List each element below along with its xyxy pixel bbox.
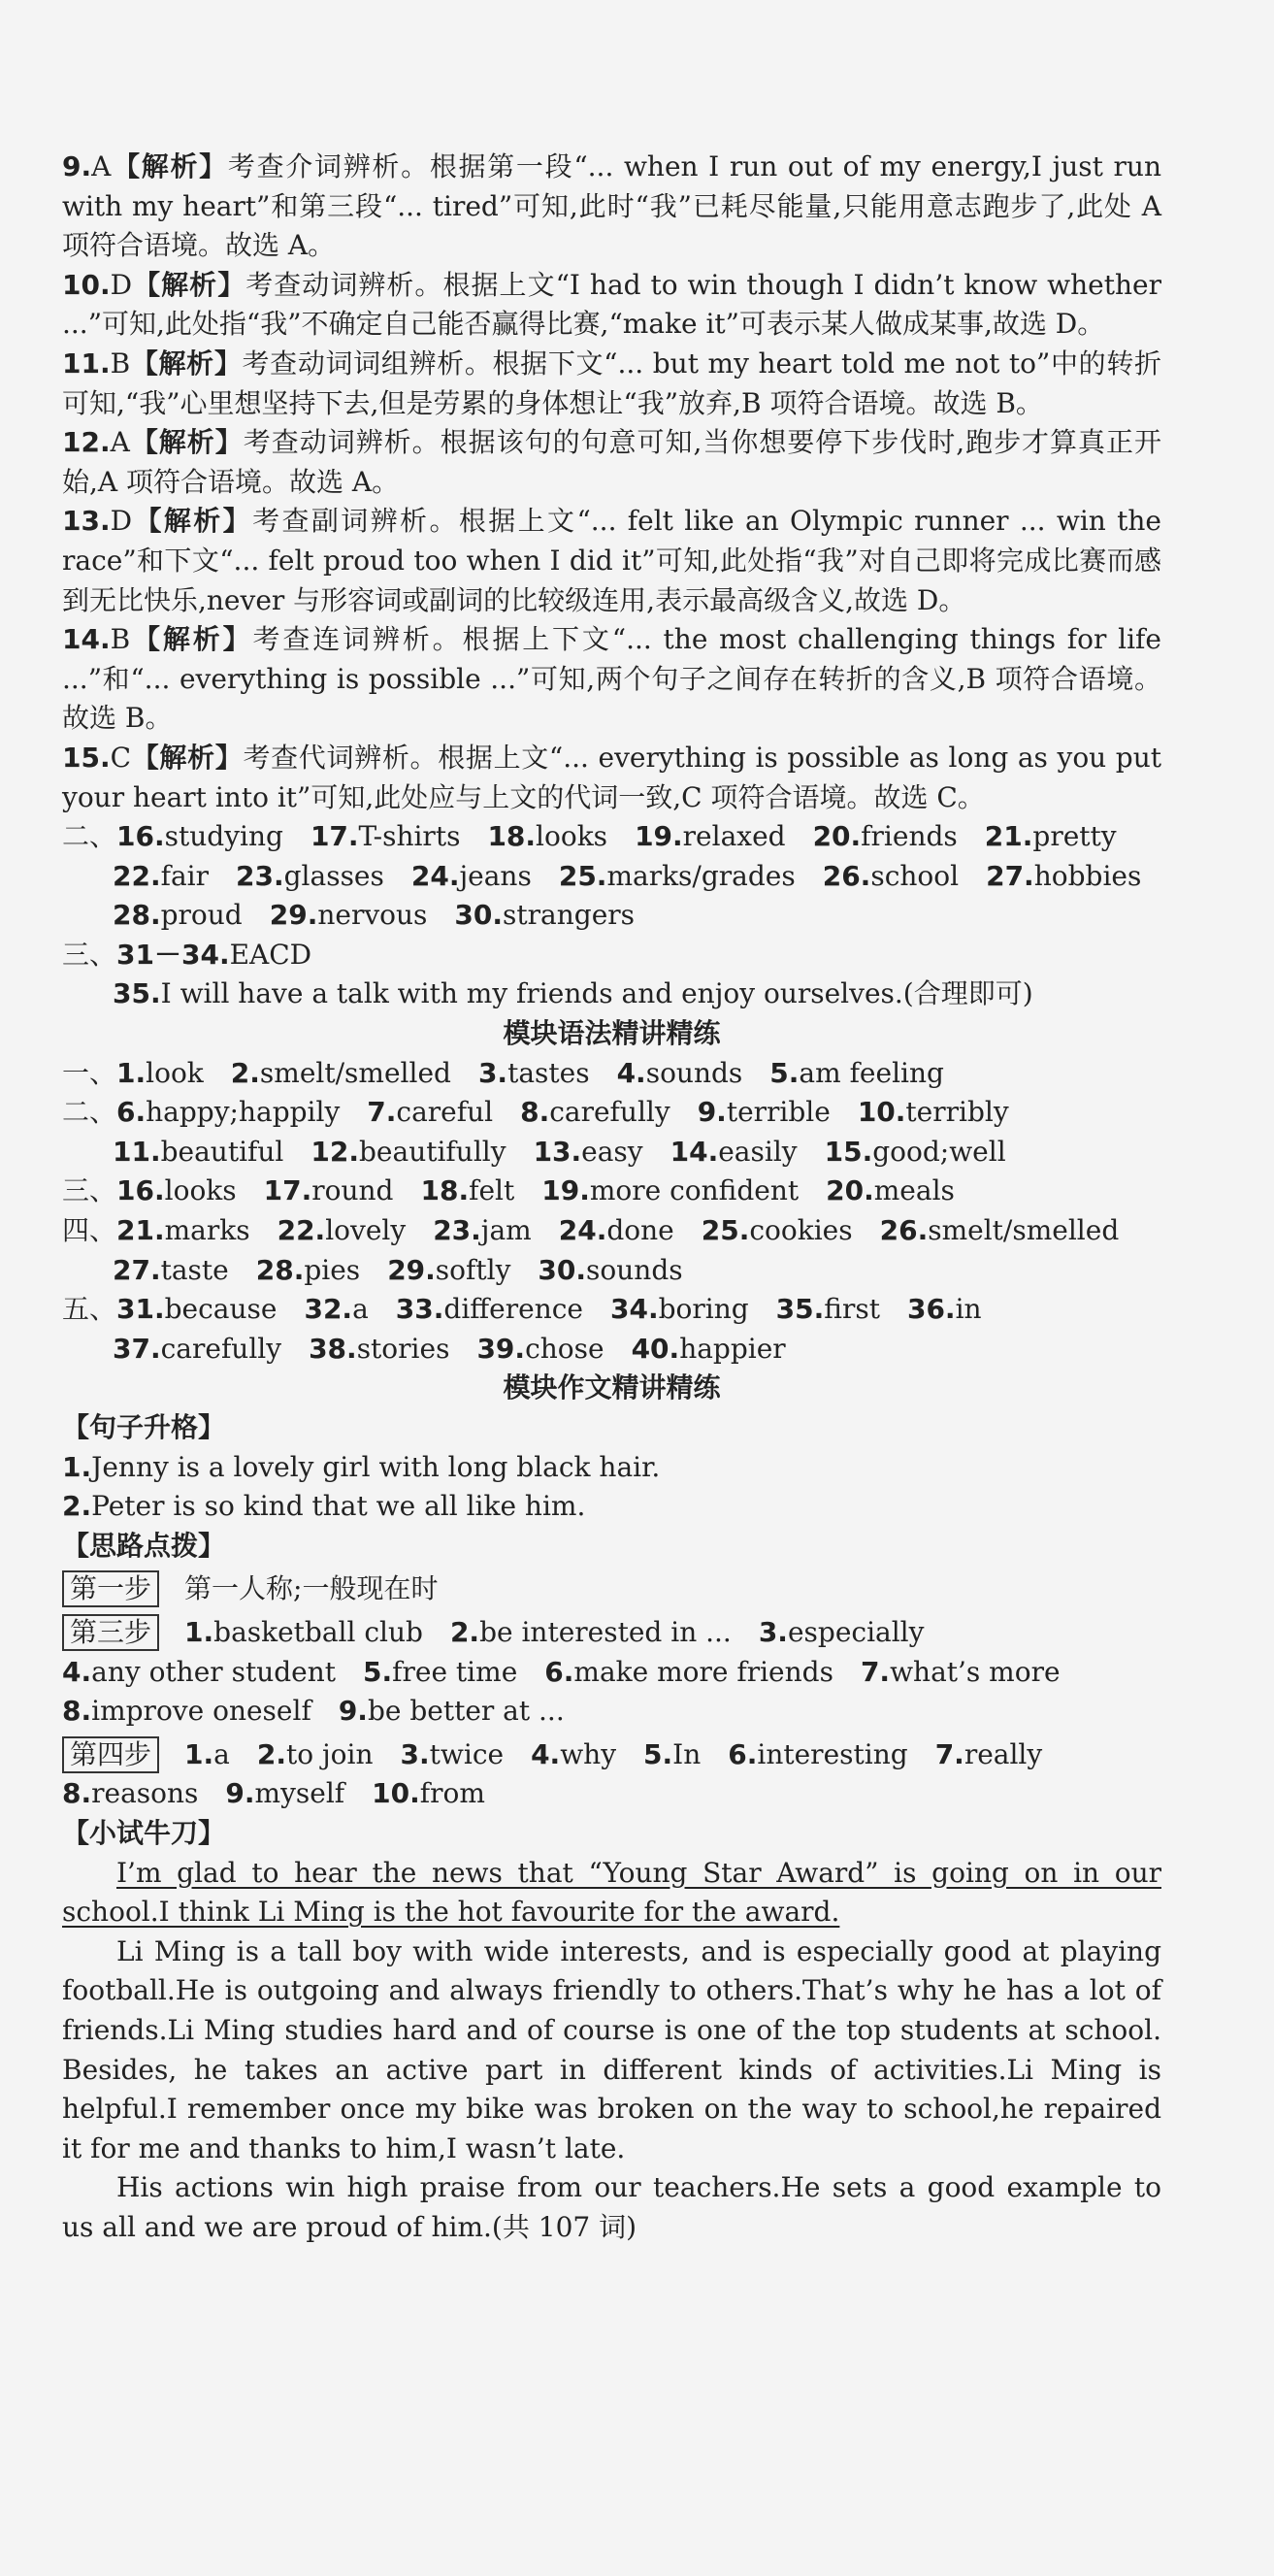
part3-row-1: 三、31－34.EACD [62,938,312,971]
answer-14: 14.B【解析】考查连词辨析。根据上下文“... the most challenging things for life ...”和“... everything is possible ...”可知,两个句子之间存在转折的含义,B 项符合语境。故选 B。 [62,623,1161,735]
grammar-row-4: 三、16.looks 17.round 18.felt 19.more confident 20.meals [62,1174,955,1207]
sentence-upgrade-label: 【句子升格】 [62,1411,226,1443]
writing-title: 模块作文精讲精练 [503,1371,721,1404]
step-1-box: 第一步 [62,1570,159,1607]
step-4-row: 第四步 1.a 2.to join 3.twice 4.why 5.In 6.interesting 7.really [62,1735,1161,1775]
grammar-row-3: 11.beautiful 12.beautifully 13.easy 14.easily 15.good;well [113,1135,1006,1168]
answer-11: 11.B【解析】考查动词词组辨析。根据下文“... but my heart told me not to”中的转折可知,“我”心里想坚持下去,但是劳累的身体想让“我”放弃,B 项符合语境。故选 B。 [62,347,1161,419]
step-3-row: 第三步 1.basketball club 2.be interested in ... 3.especially [62,1613,1161,1653]
step-4-box: 第四步 [62,1736,159,1773]
answer-15: 15.C【解析】考查代词辨析。根据上文“... everything is possible as long as you put your heart into it”可知,此处应与上文的代词一致,C 项符合语境。故选 C。 [62,741,1161,813]
step-3-row-3: 8.improve oneself 9.be better at ... [62,1695,565,1728]
answer-12: 12.A【解析】考查动词辨析。根据该句的句意可知,当你想要停下步伐时,跑步才算真正开始,A 项符合语境。故选 A。 [62,426,1161,498]
grammar-title: 模块语法精讲精练 [503,1017,721,1050]
part2-row-2: 22.fair 23.glasses 24.jeans 25.marks/grades 26.school 27.hobbies [113,859,1142,892]
grammar-row-7: 五、31.because 32.a 33.difference 34.boring 35.first 36.in [62,1293,982,1326]
answer-10: 10.D【解析】考查动词辨析。根据上文“I had to win though I didn’t know whether ...”可知,此处指“我”不确定自己能否赢得比赛,“make it”可表示某人做成某事,故选 D。 [62,268,1161,341]
step-4-row-2: 8.reasons 9.myself 10.from [62,1777,485,1810]
sentence-1: 1.Jenny is a lovely girl with long black hair. [62,1450,661,1483]
answer-13: 13.D【解析】考查副词辨析。根据上文“... felt like an Olympic runner ... win the race”和下文“... felt proud too when I did it”可知,此处指“我”对自己即将完成比赛而感到无比快乐,never 与形容词或副词的比较级连用,表示最高级含义,故选 D。 [62,505,1161,616]
grammar-row-2: 二、6.happy;happily 7.careful 8.carefully 9.terrible 10.terribly [62,1096,1009,1129]
thinking-label: 【思路点拨】 [62,1529,226,1562]
essay-paragraph-1: I’m glad to hear the news that “Young Star Award” is going on in our school.I think Li Ming is the hot favourite for the award. [62,1856,1161,1929]
part2-row-3: 28.proud 29.nervous 30.strangers [113,899,636,932]
part3-answers [62,936,1161,1014]
model-essay [62,1854,1161,2248]
trial-label: 【小试牛刀】 [62,1816,226,1849]
grammar-row-5: 四、21.marks 22.lovely 23.jam 24.done 25.cookies 26.smelt/smelled [62,1214,1120,1247]
cloze-answers [62,148,1161,817]
essay-paragraph-2: Li Ming is a tall boy with wide interests, and is especially good at playing football.He is outgoing and always friendly to others.That’s why he has a lot of friends.Li Ming studies hard and of course is one of the top students at school. Besides, he takes an active part in different kinds of activities.Li Ming is helpful.I remember once my bike was broken on the way to school,he repaired it for me and thanks to him,I wasn’t late. [62,1934,1161,2164]
step-3-box: 第三步 [62,1614,159,1651]
sentence-2: 2.Peter is so kind that we all like him. [62,1490,586,1523]
grammar-row-1: 一、1.look 2.smelt/smelled 3.tastes 4.sounds 5.am feeling [62,1056,944,1089]
step-3-row-2: 4.any other student 5.free time 6.make more friends 7.what’s more [62,1655,1061,1688]
part3-row-2: 35.I will have a talk with my friends and enjoy ourselves.(合理即可) [113,977,1033,1010]
part2-answers [62,817,1161,936]
step-1-row: 第一步 第一人称;一般现在时 [62,1569,1161,1609]
part2-row-1: 二、16.studying 17.T-shirts 18.looks 19.relaxed 20.friends 21.pretty [62,820,1117,853]
grammar-answers [62,1054,1161,1370]
grammar-row-6: 27.taste 28.pies 29.softly 30.sounds [113,1253,683,1286]
essay-paragraph-3: His actions win high praise from our teachers.He sets a good example to us all and we are proud of him.(共 107 词) [62,2171,1161,2243]
grammar-row-8: 37.carefully 38.stories 39.chose 40.happier [113,1332,786,1365]
answer-9: 9.A【解析】考查介词辨析。根据第一段“... when I run out of my energy,I just run with my heart”和第三段“... tired”可知,此时“我”已耗尽能量,只能用意志跑步了,此处 A 项符合语境。故选 A。 [62,150,1161,262]
